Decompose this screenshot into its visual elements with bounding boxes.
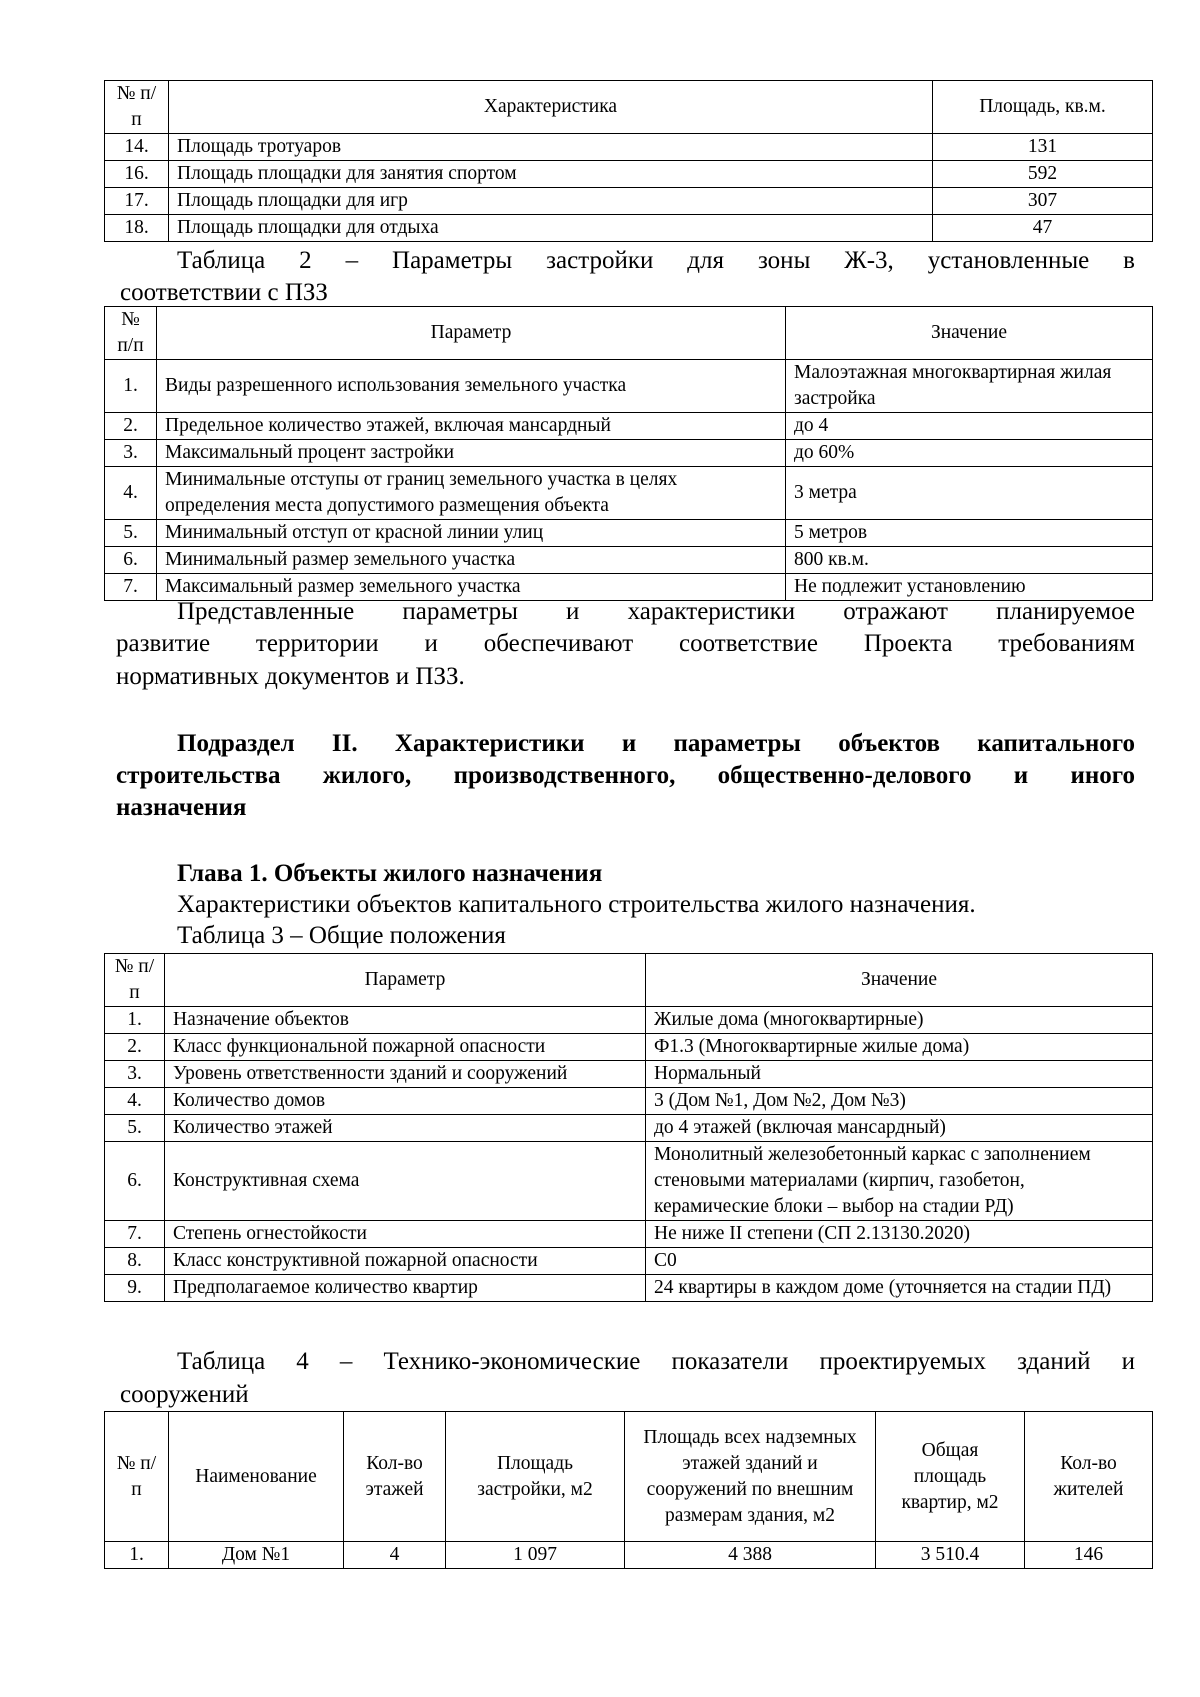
column-header-total-area: Площадь всех надземных этажей зданий и сооружений по внешним размерам здания, м2 xyxy=(625,1412,876,1542)
summary-paragraph-line: Представленные параметры и характеристики отражают планируемое xyxy=(177,598,1135,625)
cell-num: 1. xyxy=(105,360,157,413)
cell-value: 131 xyxy=(933,134,1153,161)
column-header-floors: Кол-во этажей xyxy=(344,1412,446,1542)
cell-num: 14. xyxy=(105,134,169,161)
cell-value: 47 xyxy=(933,215,1153,242)
cell-apt-area: 3 510.4 xyxy=(876,1542,1025,1569)
cell-name: Класс конструктивной пожарной опасности xyxy=(165,1248,646,1275)
cell-name: Количество домов xyxy=(165,1088,646,1115)
table3-caption: Таблица 3 – Общие положения xyxy=(177,922,506,949)
cell-name: Предельное количество этажей, включая мансардный xyxy=(157,413,786,440)
cell-value: Жилые дома (многоквартирные) xyxy=(646,1007,1153,1034)
table-general-provisions xyxy=(104,953,1153,1302)
cell-num: 3. xyxy=(105,440,157,467)
cell-name: Площадь площадки для игр xyxy=(169,188,933,215)
cell-num: 4. xyxy=(105,1088,165,1115)
column-header-build-area: Площадь застройки, м2 xyxy=(446,1412,625,1542)
table-row xyxy=(105,161,1153,188)
column-header-parameter: Параметр xyxy=(165,954,646,1007)
cell-name: Класс функциональной пожарной опасности xyxy=(165,1034,646,1061)
table-row xyxy=(105,1115,1153,1142)
cell-value: Малоэтажная многоквартирная жилая застройка xyxy=(786,360,1153,413)
table-header-row xyxy=(105,307,1153,360)
cell-name: Дом №1 xyxy=(169,1542,344,1569)
cell-num: 6. xyxy=(105,547,157,574)
table-row xyxy=(105,440,1153,467)
column-header-parameter: Параметр xyxy=(157,307,786,360)
column-header-num: № п/п xyxy=(105,1412,169,1542)
table-row xyxy=(105,547,1153,574)
cell-name: Максимальный процент застройки xyxy=(157,440,786,467)
cell-name: Площадь площадки для занятия спортом xyxy=(169,161,933,188)
cell-num: 2. xyxy=(105,1034,165,1061)
cell-total-area: 4 388 xyxy=(625,1542,876,1569)
cell-value: до 60% xyxy=(786,440,1153,467)
cell-value: 3 (Дом №1, Дом №2, Дом №3) xyxy=(646,1088,1153,1115)
table-tep xyxy=(104,1411,1153,1569)
column-header-value: Значение xyxy=(646,954,1153,1007)
summary-paragraph-line: развитие территории и обеспечивают соответствие Проекта требованиям xyxy=(116,630,1135,657)
cell-value: 307 xyxy=(933,188,1153,215)
cell-name: Минимальный размер земельного участка xyxy=(157,547,786,574)
table-header-row xyxy=(105,81,1153,134)
cell-name: Виды разрешенного использования земельного участка xyxy=(157,360,786,413)
table-row xyxy=(105,1034,1153,1061)
table-row xyxy=(105,1275,1153,1302)
cell-build-area: 1 097 xyxy=(446,1542,625,1569)
table-row xyxy=(105,467,1153,520)
table-header-row xyxy=(105,954,1153,1007)
cell-name: Минимальные отступы от границ земельного участка в целях определения места допустимого размещения объекта xyxy=(157,467,786,520)
cell-value: 24 квартиры в каждом доме (уточняется на стадии ПД) xyxy=(646,1275,1153,1302)
cell-name: Количество этажей xyxy=(165,1115,646,1142)
cell-num: 6. xyxy=(105,1142,165,1221)
cell-num: 3. xyxy=(105,1061,165,1088)
cell-value: Нормальный xyxy=(646,1061,1153,1088)
cell-value: до 4 xyxy=(786,413,1153,440)
cell-name: Площадь площадки для отдыха xyxy=(169,215,933,242)
cell-num: 8. xyxy=(105,1248,165,1275)
column-header-value: Значение xyxy=(786,307,1153,360)
column-header-num: № п/п xyxy=(105,954,165,1007)
table-row xyxy=(105,1542,1153,1569)
cell-num: 16. xyxy=(105,161,169,188)
chapter-heading: Глава 1. Объекты жилого назначения xyxy=(177,860,603,887)
table4-caption: Таблица 4 – Технико-экономические показатели проектируемых зданий и xyxy=(177,1348,1135,1375)
table2-caption-cont: соответствии с ПЗЗ xyxy=(120,279,328,306)
cell-num: 7. xyxy=(105,574,157,601)
column-header-num: № п/п xyxy=(105,307,157,360)
table2-caption: Таблица 2 – Параметры застройки для зоны Ж-3, установленные в xyxy=(177,247,1135,274)
cell-name: Назначение объектов xyxy=(165,1007,646,1034)
table-row xyxy=(105,188,1153,215)
column-header-name: Наименование xyxy=(169,1412,344,1542)
cell-value: Не подлежит установлению xyxy=(786,574,1153,601)
cell-value: С0 xyxy=(646,1248,1153,1275)
cell-num: 9. xyxy=(105,1275,165,1302)
column-header-residents: Кол-во жителей xyxy=(1025,1412,1153,1542)
table4-caption-cont: сооружений xyxy=(120,1381,249,1408)
cell-value: 592 xyxy=(933,161,1153,188)
cell-floors: 4 xyxy=(344,1542,446,1569)
column-header-apt-area: Общая площадь квартир, м2 xyxy=(876,1412,1025,1542)
table-row xyxy=(105,1142,1153,1221)
table-zone-params xyxy=(104,306,1153,601)
cell-residents: 146 xyxy=(1025,1542,1153,1569)
table-row xyxy=(105,134,1153,161)
cell-name: Максимальный размер земельного участка xyxy=(157,574,786,601)
cell-name: Степень огнестойкости xyxy=(165,1221,646,1248)
cell-value: 800 кв.м. xyxy=(786,547,1153,574)
cell-value: Монолитный железобетонный каркас с заполнением стеновыми материалами (кирпич, газобетон, керамические блоки – выбор на стадии РД) xyxy=(646,1142,1153,1221)
column-header-num: № п/п xyxy=(105,81,169,134)
cell-num: 5. xyxy=(105,1115,165,1142)
table-row xyxy=(105,1007,1153,1034)
summary-paragraph-line: нормативных документов и ПЗЗ. xyxy=(116,663,465,690)
chapter-intro: Характеристики объектов капитального строительства жилого назначения. xyxy=(177,891,976,918)
table-areas xyxy=(104,80,1153,242)
table-row xyxy=(105,215,1153,242)
cell-value: Не ниже II степени (СП 2.13130.2020) xyxy=(646,1221,1153,1248)
cell-value: Ф1.3 (Многоквартирные жилые дома) xyxy=(646,1034,1153,1061)
cell-name: Конструктивная схема xyxy=(165,1142,646,1221)
cell-num: 18. xyxy=(105,215,169,242)
cell-num: 1. xyxy=(105,1542,169,1569)
cell-num: 7. xyxy=(105,1221,165,1248)
cell-name: Минимальный отступ от красной линии улиц xyxy=(157,520,786,547)
subsection-heading: Подраздел II. Характеристики и параметры объектов капитального xyxy=(177,730,1135,757)
cell-value: 3 метра xyxy=(786,467,1153,520)
cell-num: 1. xyxy=(105,1007,165,1034)
subsection-heading-cont: строительства жилого, производственного, общественно-делового и иного xyxy=(116,762,1135,789)
cell-num: 2. xyxy=(105,413,157,440)
table-row xyxy=(105,360,1153,413)
column-header-characteristic: Характеристика xyxy=(169,81,933,134)
table-row xyxy=(105,1248,1153,1275)
cell-name: Площадь тротуаров xyxy=(169,134,933,161)
cell-num: 17. xyxy=(105,188,169,215)
table-row xyxy=(105,413,1153,440)
cell-num: 5. xyxy=(105,520,157,547)
column-header-area: Площадь, кв.м. xyxy=(933,81,1153,134)
table-row xyxy=(105,520,1153,547)
cell-num: 4. xyxy=(105,467,157,520)
subsection-heading-cont: назначения xyxy=(116,794,247,821)
table-header-row xyxy=(105,1412,1153,1542)
cell-value: до 4 этажей (включая мансардный) xyxy=(646,1115,1153,1142)
cell-name: Уровень ответственности зданий и сооружений xyxy=(165,1061,646,1088)
table-row xyxy=(105,1221,1153,1248)
table-row xyxy=(105,1061,1153,1088)
cell-value: 5 метров xyxy=(786,520,1153,547)
table-row xyxy=(105,1088,1153,1115)
cell-name: Предполагаемое количество квартир xyxy=(165,1275,646,1302)
